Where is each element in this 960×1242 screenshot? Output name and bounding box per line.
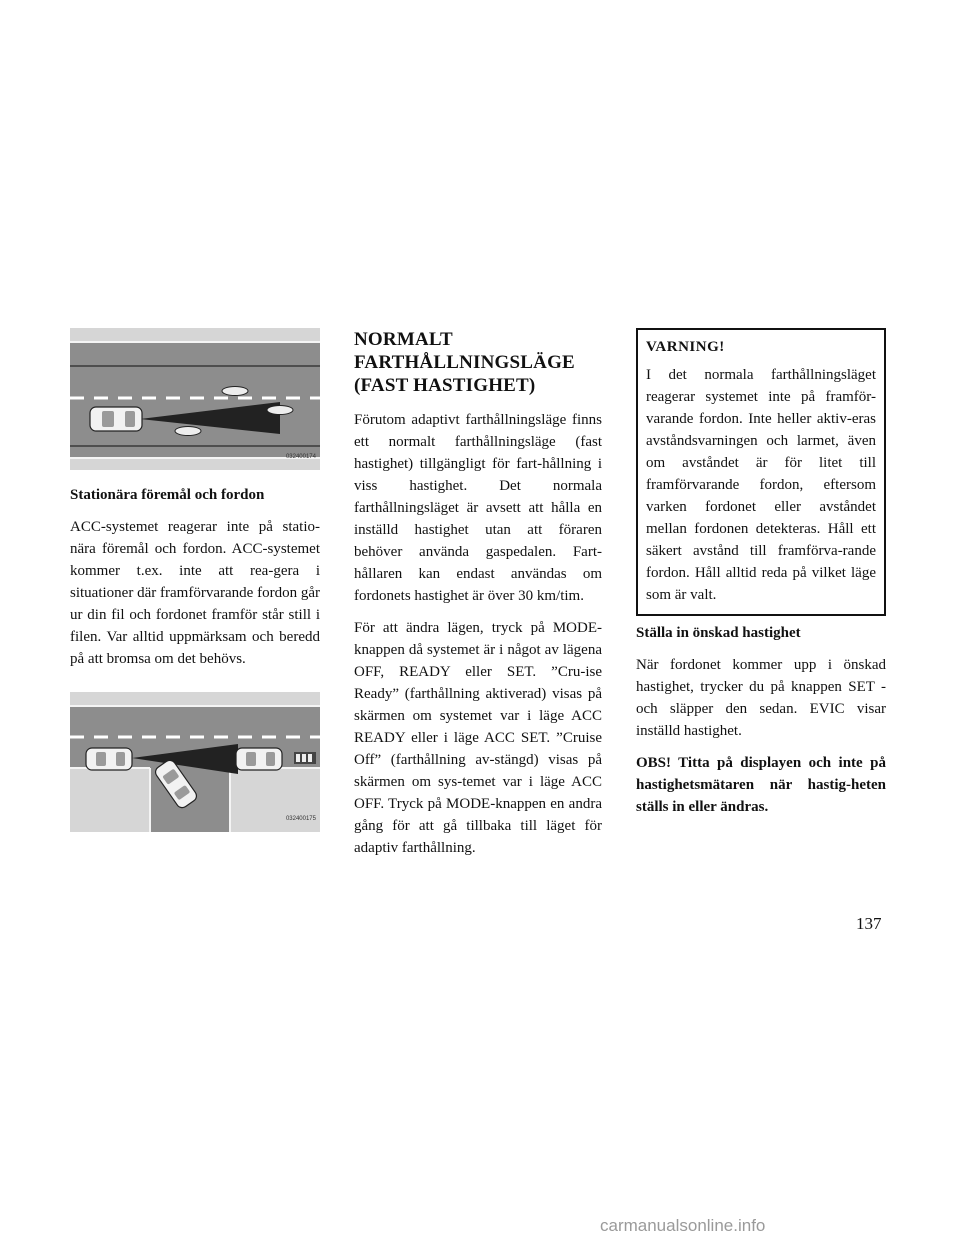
warning-text: I det normala farthållningsläget reagerar systemet inte på framför-varande fordon. Inte heller aktiv-eras avståndsvarningen och larmet, även om avståndet är för litet till framförvarande fordon, eftersom varken fordonet eller avståndet mellan fordonen detekteras. Håll ett säkert avstånd till framförva-rande fordon. Håll alltid reda på vilket läge som är valt. xyxy=(646,367,876,603)
paragraph-set-speed: När fordonet kommer upp i önskad hastighet, trycker du på knappen SET - och släpper den sedan. EVIC visar inställd hastighet. xyxy=(636,657,886,739)
middle-column xyxy=(354,328,602,869)
subheading-set-speed: Ställa in önskad hastighet xyxy=(636,625,801,641)
warning-box xyxy=(636,328,886,616)
watermark-text: carmanualsonline.info xyxy=(600,1216,766,1235)
heading-line-2: FARTHÅLLNINGSLÄGE xyxy=(354,352,575,373)
heading-line-3: (FAST HASTIGHET) xyxy=(354,375,536,396)
figure-turning-vehicle xyxy=(70,692,320,832)
paragraph-mode-switch: För att ändra lägen, tryck på MODE-knappen då systemet är i något av lägena OFF, READY eller SET. ”Cru-ise Ready” (farthållning aktiverad) visas på skärmen om systemet var i läge ACC READY eller i läge ACC SET. ”Cruise Off” (farthållning av-stängd) visas på skärmen om sys-temet var i läge ACC OFF. Tryck på MODE-knappen en andra gång för att gå tillbaka till läget för adaptiv farthållning. xyxy=(354,620,602,856)
section-heading xyxy=(354,328,602,397)
note-text: OBS! Titta på displayen och inte på hastighetsmätaren när hastig-heten ställs in eller ändras. xyxy=(636,755,886,815)
road-illustration-2 xyxy=(70,692,320,832)
figure-code: 032400174 xyxy=(285,454,316,460)
left-column xyxy=(70,328,320,832)
right-column xyxy=(636,328,886,828)
page-number: 137 xyxy=(856,914,882,933)
road-illustration-1 xyxy=(70,328,320,470)
warning-title: VARNING! xyxy=(646,339,725,355)
heading-line-1: NORMALT xyxy=(354,329,453,350)
paragraph-normal-cruise: Förutom adaptivt farthållningsläge finns ett normalt farthållningsläge (fast hastighet) tillgängligt för fart-hållning i viss hastighet. Det normala farthållningsläget är avsett att hålla en inställd hastighet utan att föraren behöver använda gaspedalen. Fart-hållaren kan endast användas om fordonets hastighet är över 30 km/tim. xyxy=(354,412,602,604)
figure-code: 032400175 xyxy=(285,816,316,822)
paragraph-stationary: ACC-systemet reagerar inte på statio-nära föremål och fordon. ACC-systemet kommer t.ex. inte att rea-gera i situationer där framförvarande fordon går ur din fil och fordonet framför står still i filen. Var alltid uppmärksam och beredd på att bromsa om det behövs. xyxy=(70,519,320,667)
figure-stationary-objects xyxy=(70,328,320,470)
subheading-stationary: Stationära föremål och fordon xyxy=(70,487,265,503)
